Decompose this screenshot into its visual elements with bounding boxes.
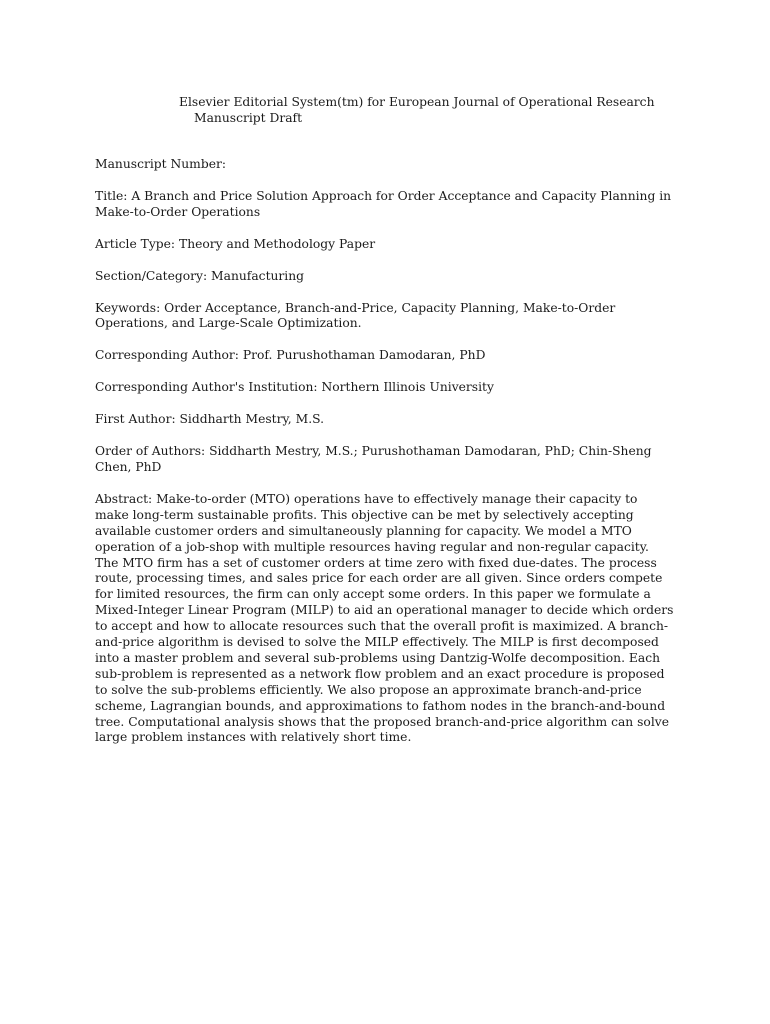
corresponding-author: Corresponding Author: Prof. Purushothaman Damodaran, PhD [95,348,486,363]
draft-label: Manuscript Draft [194,111,303,125]
abstract: Abstract: Make-to-order (MTO) operations have to effectively manage their capacity to make long-term sustainable profits. This objective can be met by selectively accepting available customer orders and simultaneously planning for capacity. We model a MTO operation of a job-shop with multiple resources having regular and non-regular capacity. The MTO firm has a set of customer orders at time zero with fixed due-dates. The process route, processing times, and sales price for each order are all given. Since orders compete for limited resources, the firm can only accept some orders. In this paper we formulate a Mixed-Integer Linear Program (MILP) to aid an operational manager to decide which orders to accept and how to allocate resources such that the overall profit is maximized. A branch-and-price algorithm is devised to solve the MILP effectively. The MILP is first decomposed into a master problem and several sub-problems using Dantzig-Wolfe decomposition. Each sub-problem is represented as a network flow problem and an exact procedure is proposed to solve the sub-problems efficiently. We also propose an approximate branch-and-price scheme, Lagrangian bounds, and approximations to fathom nodes in the branch-and-bound tree. Computational analysis shows that the proposed branch-and-price algorithm can solve large problem instances with relatively short time. [95,491,674,745]
document-header [95,94,695,126]
keywords: Keywords: Order Acceptance, Branch-and-Price, Capacity Planning, Make-to-Order Operations, and Large-Scale Optimization. [95,300,616,331]
manuscript-number: Manuscript Number: [95,157,227,171]
manuscript-title: Title: A Branch and Price Solution Approach for Order Acceptance and Capacity Planning in Make-to-Order Operations [95,188,672,219]
system-title: Elsevier Editorial System(tm) for European Journal of Operational Research [179,95,655,109]
author-institution: Corresponding Author's Institution: Northern Illinois University [95,380,494,395]
order-of-authors: Order of Authors: Siddharth Mestry, M.S.; Purushothaman Damodaran, PhD; Chin-Sheng Chen, PhD [95,444,652,474]
section-category: Section/Category: Manufacturing [95,268,305,283]
manuscript-fields [95,157,675,762]
article-type: Article Type: Theory and Methodology Paper [95,236,376,251]
first-author: First Author: Siddharth Mestry, M.S. [95,412,325,427]
